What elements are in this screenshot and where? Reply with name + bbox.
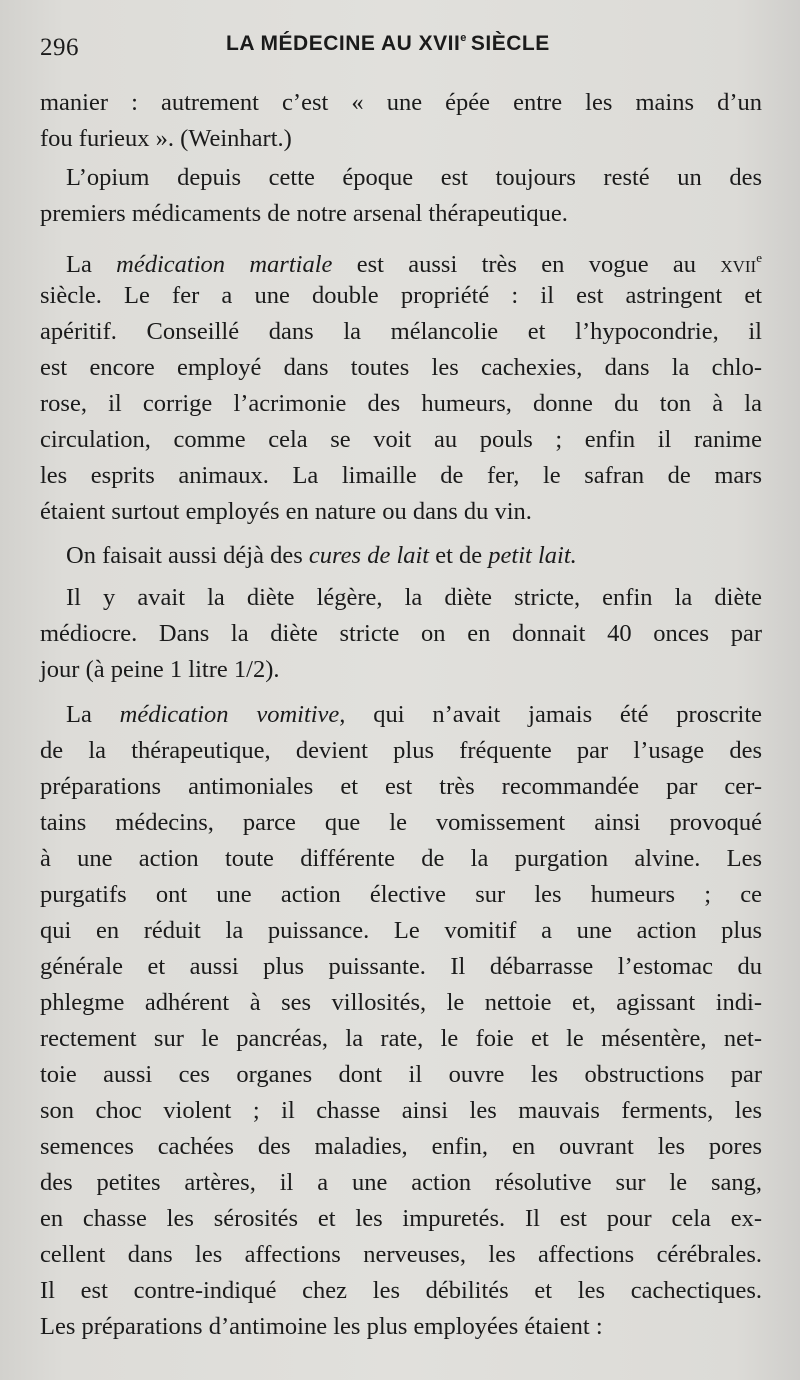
text-line bbox=[40, 844, 762, 874]
italic-phrase: cures de lait bbox=[308, 542, 430, 569]
text-line bbox=[40, 952, 762, 982]
text-line bbox=[40, 808, 762, 838]
text-run: phlegme adhérent à ses villosités, le nettoie et, agissant indi- bbox=[40, 989, 762, 1016]
text-line bbox=[40, 425, 762, 455]
text-run: en chasse les sérosités et les impuretés. Il est pour cela ex- bbox=[40, 1205, 762, 1232]
text-run: La bbox=[66, 251, 117, 278]
text-run: de la thérapeutique, devient plus fréquente par l’usage des bbox=[40, 737, 762, 764]
text-line bbox=[66, 583, 762, 613]
text-line bbox=[40, 1168, 762, 1198]
page-number: 296 bbox=[40, 34, 79, 61]
text-run: siècle. Le fer a une double propriété : il est astringent et bbox=[40, 282, 762, 309]
text-run: apéritif. Conseillé dans la mélancolie et l’hypocondrie, il bbox=[40, 318, 762, 345]
running-head-title: LA MÉDECINE AU XVII bbox=[226, 32, 461, 55]
text-run: manier : autrement c’est « une épée entre les mains d’un bbox=[40, 89, 762, 116]
text-run: des petites artères, il a une action résolutive sur le sang, bbox=[40, 1169, 762, 1196]
text-run: les esprits animaux. La limaille de fer, le safran de mars bbox=[40, 462, 762, 489]
text-line bbox=[40, 88, 762, 118]
text-line bbox=[40, 880, 762, 910]
text-run: à une action toute différente de la purgation alvine. Les bbox=[40, 845, 762, 872]
text-line bbox=[40, 317, 762, 347]
text-run: médiocre. Dans la diète stricte on en donnait 40 onces par bbox=[40, 620, 762, 647]
text-run: premiers médicaments de notre arsenal thérapeutique. bbox=[40, 200, 568, 227]
text-run: est aussi très en vogue au bbox=[332, 251, 721, 278]
text-run: préparations antimoniales et est très recommandée par cer- bbox=[40, 773, 762, 800]
text-line bbox=[66, 163, 762, 193]
text-line bbox=[40, 353, 762, 383]
italic-phrase: petit lait. bbox=[488, 542, 577, 569]
text-run: purgatifs ont une action élective sur les humeurs ; ce bbox=[40, 881, 762, 908]
text-run: fou furieux ». (Weinhart.) bbox=[40, 125, 292, 152]
text-line bbox=[40, 124, 762, 154]
text-run: rectement sur le pancréas, la rate, le foie et le mésentère, net- bbox=[40, 1025, 762, 1052]
text-run: On faisait aussi déjà des bbox=[66, 542, 309, 569]
text-line bbox=[40, 1096, 762, 1126]
text-run: qui n’avait jamais été proscrite bbox=[345, 701, 762, 728]
text-line bbox=[40, 736, 762, 766]
text-line bbox=[40, 1024, 762, 1054]
text-line bbox=[40, 1276, 762, 1306]
text-line bbox=[66, 541, 762, 571]
text-line bbox=[40, 1312, 762, 1342]
text-run: L’opium depuis cette époque est toujours resté un des bbox=[66, 164, 762, 191]
text-run: étaient surtout employés en nature ou dans du vin. bbox=[40, 498, 532, 525]
text-line bbox=[40, 281, 762, 311]
running-head-end: SIÈCLE bbox=[470, 32, 550, 55]
text-run: son choc violent ; il chasse ainsi les mauvais ferments, les bbox=[40, 1097, 762, 1124]
superscript: e bbox=[756, 250, 763, 265]
text-run: cellent dans les affections nerveuses, les affections cérébrales. bbox=[40, 1241, 762, 1268]
text-line bbox=[40, 988, 762, 1018]
text-line bbox=[40, 199, 762, 229]
italic-phrase: médication martiale bbox=[116, 251, 333, 278]
text-run: xvii bbox=[720, 251, 757, 278]
text-run: La bbox=[66, 701, 120, 728]
text-line bbox=[40, 916, 762, 946]
text-run: est encore employé dans toutes les cachexies, dans la chlo- bbox=[40, 354, 762, 381]
running-head-superscript: e bbox=[460, 32, 467, 44]
text-line bbox=[40, 461, 762, 491]
text-line bbox=[66, 243, 762, 280]
text-run: semences cachées des maladies, enfin, en ouvrant les pores bbox=[40, 1133, 762, 1160]
text-run: générale et aussi plus puissante. Il débarrasse l’estomac du bbox=[40, 953, 762, 980]
text-line bbox=[40, 1204, 762, 1234]
text-run: tains médecins, parce que le vomissement ainsi provoqué bbox=[40, 809, 762, 836]
text-line bbox=[40, 619, 762, 649]
text-line bbox=[40, 1060, 762, 1090]
text-line bbox=[40, 655, 762, 685]
text-line bbox=[40, 497, 762, 527]
text-run: jour (à peine 1 litre 1/2). bbox=[40, 656, 280, 683]
text-line bbox=[40, 1132, 762, 1162]
text-line bbox=[40, 389, 762, 419]
text-run: toie aussi ces organes dont il ouvre les obstructions par bbox=[40, 1061, 762, 1088]
text-line bbox=[40, 772, 762, 802]
text-run: qui en réduit la puissance. Le vomitif a une action plus bbox=[40, 917, 762, 944]
text-run: Il est contre-indiqué chez les débilités et les cachectiques. bbox=[40, 1277, 762, 1304]
text-run: Les préparations d’antimoine les plus employées étaient : bbox=[40, 1313, 603, 1340]
text-line bbox=[40, 1240, 762, 1270]
text-run: Il y avait la diète légère, la diète stricte, enfin la diète bbox=[66, 584, 762, 611]
italic-phrase: médication vomitive, bbox=[119, 701, 346, 728]
text-run: et de bbox=[429, 542, 489, 569]
text-run: circulation, comme cela se voit au pouls ; enfin il ranime bbox=[40, 426, 762, 453]
text-line bbox=[66, 700, 762, 730]
text-run: rose, il corrige l’acrimonie des humeurs, donne du ton à la bbox=[40, 390, 762, 417]
